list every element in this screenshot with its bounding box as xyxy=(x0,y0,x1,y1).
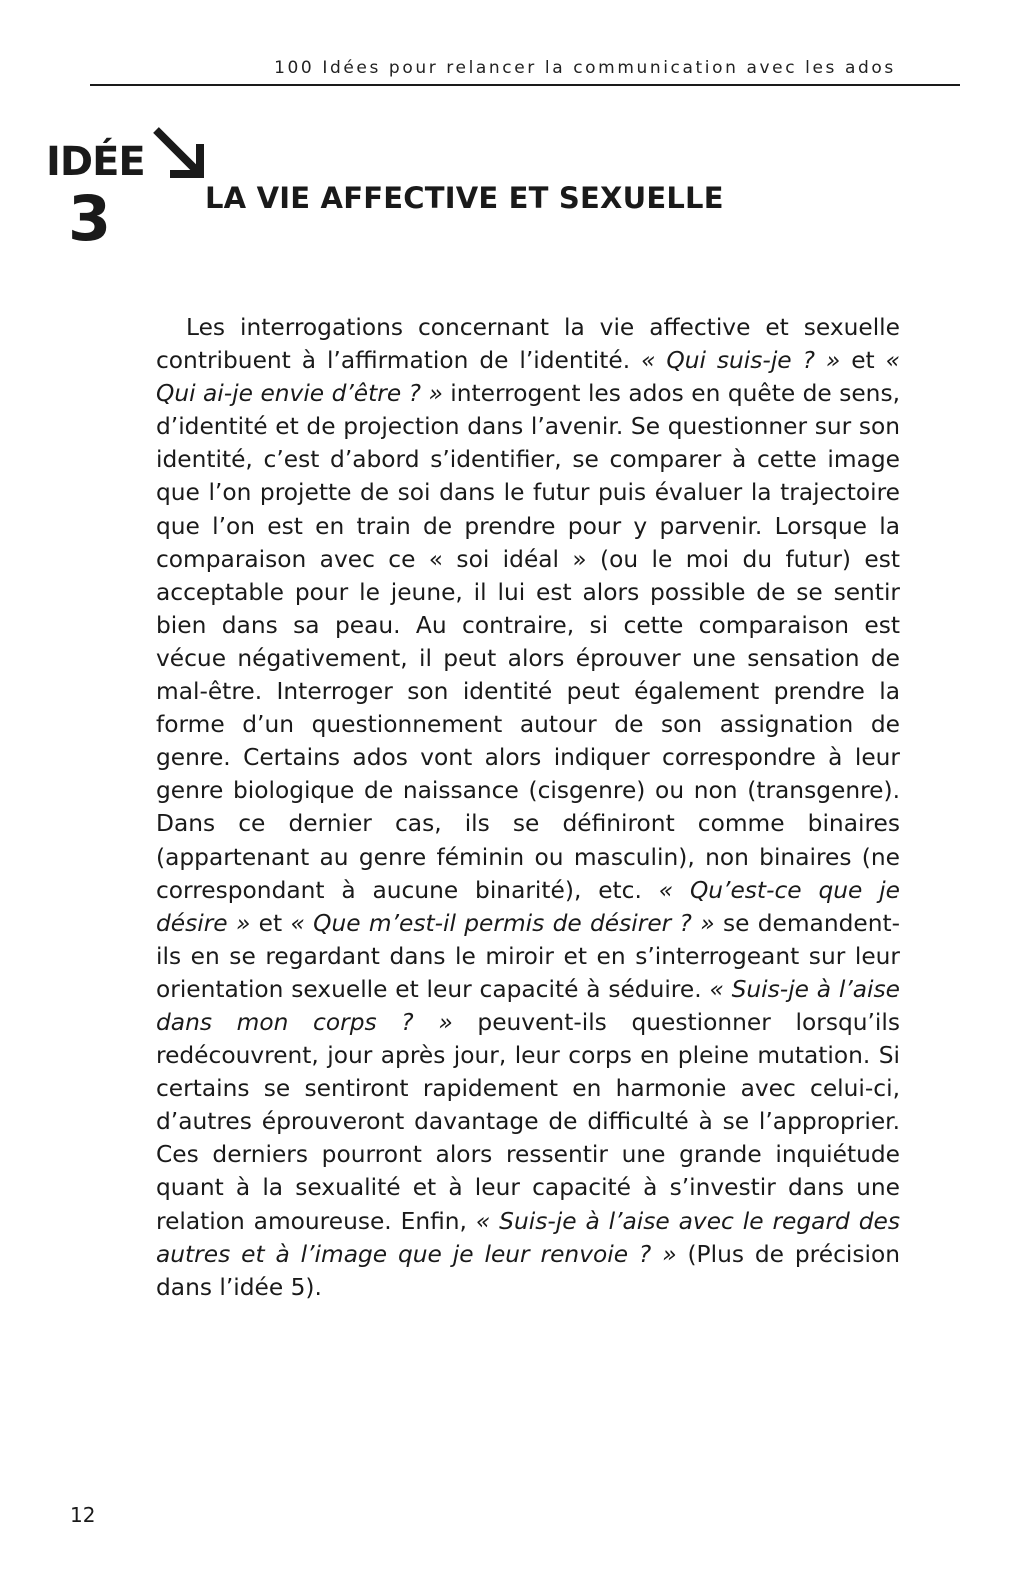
body-quote: « Qui suis-je ? » xyxy=(641,347,841,375)
body-text-segment: se demandent-ils en se regardant dans le miroir et en s’interrogeant sur leur orientation sexuelle et leur capacité à séduire. xyxy=(156,909,901,1003)
body-text-segment: interrogent les ados en quête de sens, d’identité et de projection dans l’avenir. Se questionner sur son identité, c’est d’abord s’identifier, se comparer à cette image que l’on projette de soi dans le futur puis évaluer la trajectoire que l’on est en train de prendre pour y parvenir. Lorsque la comparaison avec ce « soi idéal » (ou le moi du futur) est acceptable pour le jeune, il lui est alors possible de se sentir bien dans sa peau. Au contraire, si cette comparaison est vécue négativement, il peut alors éprouver une sensation de mal-être. Interroger son identité peut également prendre la forme d’un questionnement autour de son assignation de genre. Certains ados vont alors indiquer correspondre à leur genre biologique de naissance (cisgenre) ou non (transgenre). Dans ce dernier cas, ils se définiront comme binaires (appartenant au genre féminin ou masculin), non binaires (ne correspondant à aucune binarité), etc. xyxy=(156,380,900,904)
body-text-segment: et xyxy=(250,909,291,937)
body-quote: « Suis-je à l’aise avec le regard des autres et à l’image que je leur renvoie ? » xyxy=(156,1207,900,1268)
body-quote: « Que m’est-il permis de désirer ? » xyxy=(290,909,715,937)
body-paragraph xyxy=(156,311,900,1304)
body-quote: « Qui ai-je envie d’être ? » xyxy=(156,347,900,408)
idea-label: IDÉE xyxy=(46,139,145,185)
body-text-segment: et xyxy=(840,347,886,375)
page-number: 12 xyxy=(70,1503,96,1527)
chapter-title: LA VIE AFFECTIVE ET SEXUELLE xyxy=(205,181,724,215)
body-text-segment: Les interrogations concernant la vie affective et sexuelle contribuent à l’affirmation de l’identité. xyxy=(156,314,900,375)
idea-number: 3 xyxy=(68,182,112,255)
running-header: 100 Idées pour relancer la communication avec les ados xyxy=(274,58,896,78)
body-quote: « Suis-je à l’aise dans mon corps ? » xyxy=(156,975,900,1036)
header-rule xyxy=(90,84,960,86)
body-text-segment: peuvent-ils questionner lorsqu’ils redécouvrent, jour après jour, leur corps en pleine mutation. Si certains se sentiront rapidement en harmonie avec celui-ci, d’autres éprouveront davantage de difficulté à se l’approprier. Ces derniers pourront alors ressentir une grande inquiétude quant à la sexualité et à leur capacité à s’investir dans une relation amoureuse. Enfin, xyxy=(156,1008,900,1235)
body-text-segment: (Plus de précision dans l’idée 5). xyxy=(156,1240,900,1301)
body-quote: « Qu’est-ce que je désire » xyxy=(156,876,900,937)
arrow-down-right-icon xyxy=(150,124,210,184)
